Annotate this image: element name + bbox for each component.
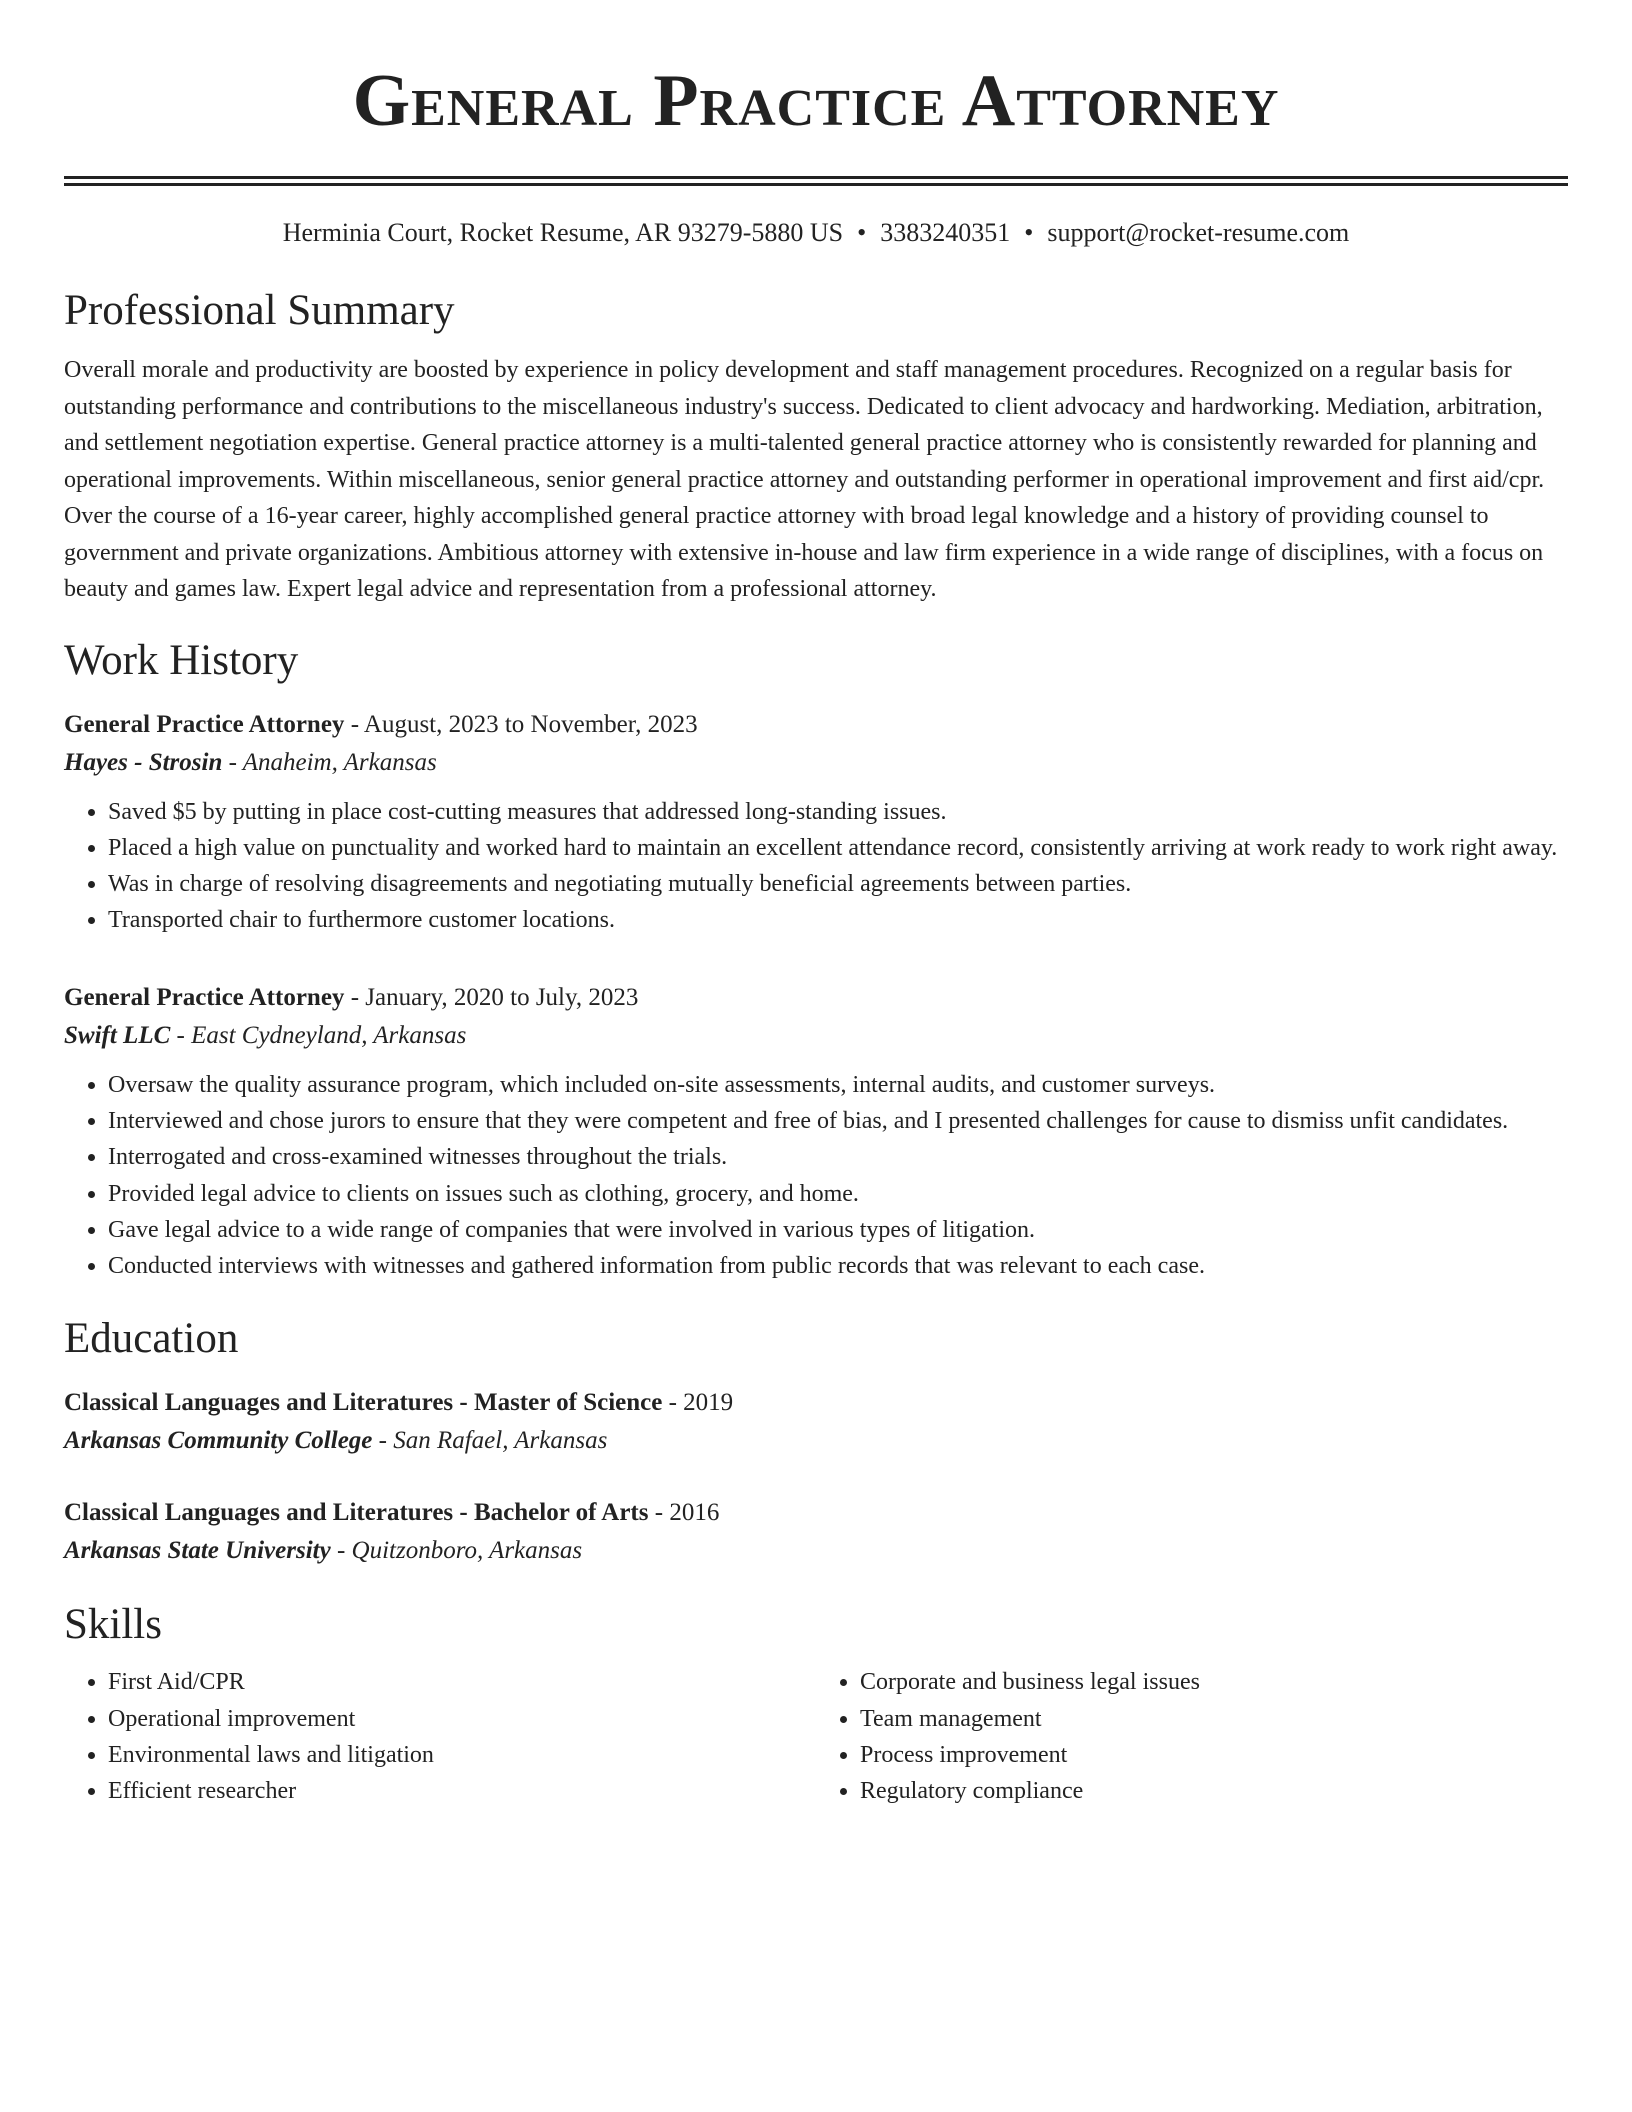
skill-item: • Corporate and business legal issues bbox=[860, 1664, 1568, 1700]
education-school-line bbox=[64, 1532, 1568, 1570]
skills-list-left bbox=[64, 1664, 816, 1809]
skill-item: • Team management bbox=[860, 1701, 1568, 1737]
skill-item: • Process improvement bbox=[860, 1737, 1568, 1773]
education-location: - Quitzonboro, Arkansas bbox=[330, 1537, 583, 1565]
skills-heading: Skills bbox=[64, 1601, 162, 1649]
skill-item: • Efficient researcher bbox=[108, 1773, 816, 1809]
job-bullet: • Provided legal advice to clients on issues such as clothing, grocery, and home. bbox=[108, 1176, 1568, 1212]
education-heading: Education bbox=[64, 1315, 239, 1363]
skills-list-right bbox=[816, 1664, 1568, 1809]
skill-item: • Regulatory compliance bbox=[860, 1773, 1568, 1809]
job-bullet: • Conducted interviews with witnesses and gathered information from public records that was relevant to each case. bbox=[108, 1248, 1568, 1284]
job-bullets bbox=[64, 1067, 1568, 1285]
skills-columns bbox=[64, 1664, 1568, 1809]
job-bullet: • Saved $5 by putting in place cost-cutting measures that addressed long-standing issues. bbox=[108, 794, 1568, 830]
skill-item: • First Aid/CPR bbox=[108, 1664, 816, 1700]
summary-text: Overall morale and productivity are boosted by experience in policy development and staff management procedures. Recognized on a regular basis for outstanding performance and contributions to the miscellaneous industry's success. Dedicated to client advocacy and hardworking. Mediation, arbitration, and settlement negotiation expertise. General practice attorney is a multi-talented general practice attorney who is consistently rewarded for planning and operational improvements. Within miscellaneous, senior general practice attorney and outstanding performer in operational improvement and first aid/cpr. Over the course of a 16-year career, highly accomplished general practice attorney with broad legal knowledge and a history of providing counsel to government and private organizations. Ambitious attorney with extensive in-house and law firm experience in a wide range of disciplines, with a focus on beauty and games law. Expert legal advice and representation from a professional attorney. bbox=[64, 357, 1545, 602]
skill-item: • Environmental laws and litigation bbox=[108, 1737, 816, 1773]
job-location: - Anaheim, Arkansas bbox=[222, 748, 437, 776]
job-entry bbox=[64, 706, 1568, 939]
job-company: Swift LLC bbox=[64, 1021, 171, 1049]
education-entry bbox=[64, 1494, 1568, 1570]
job-role: General Practice Attorney bbox=[64, 710, 345, 738]
job-entry bbox=[64, 979, 1568, 1285]
education-school: Arkansas Community College bbox=[64, 1427, 373, 1455]
header-double-rule bbox=[64, 176, 1568, 186]
job-title-line bbox=[64, 979, 1568, 1017]
job-company-line bbox=[64, 744, 1568, 782]
contact-address: Herminia Court, Rocket Resume, AR 93279-5880 US bbox=[282, 218, 844, 247]
job-bullet: • Gave legal advice to a wide range of companies that were involved in various types of litigation. bbox=[108, 1212, 1568, 1248]
contact-line bbox=[64, 216, 1568, 250]
resume-name: General Practice Attorney bbox=[352, 60, 1280, 142]
job-bullet: • Placed a high value on punctuality and worked hard to maintain an excellent attendance record, consistently arriving at work ready to work right away. bbox=[108, 830, 1568, 866]
job-bullet: • Interviewed and chose jurors to ensure that they were competent and free of bias, and I presented challenges for cause to dismiss unfit candidates. bbox=[108, 1103, 1568, 1139]
education-school-line bbox=[64, 1422, 1568, 1460]
education-year: - 2016 bbox=[648, 1499, 720, 1527]
job-bullet: • Interrogated and cross-examined witnesses throughout the trials. bbox=[108, 1139, 1568, 1175]
contact-separator: • bbox=[1024, 218, 1034, 247]
job-title-line bbox=[64, 706, 1568, 744]
job-dates: - August, 2023 to November, 2023 bbox=[344, 710, 698, 738]
education-degree: Classical Languages and Literatures - Master of Science bbox=[64, 1389, 663, 1417]
education-entry bbox=[64, 1384, 1568, 1460]
job-dates: - January, 2020 to July, 2023 bbox=[344, 983, 639, 1011]
summary-heading: Professional Summary bbox=[64, 287, 455, 334]
work-history-heading: Work History bbox=[64, 636, 299, 684]
education-degree: Classical Languages and Literatures - Bachelor of Arts bbox=[64, 1499, 649, 1527]
job-bullet: • Transported chair to furthermore customer locations. bbox=[108, 902, 1568, 938]
contact-separator: • bbox=[857, 218, 867, 247]
job-role: General Practice Attorney bbox=[64, 983, 345, 1011]
job-location: - East Cydneyland, Arkansas bbox=[170, 1021, 467, 1049]
education-location: - San Rafael, Arkansas bbox=[372, 1427, 608, 1455]
education-degree-line bbox=[64, 1494, 1568, 1532]
contact-email: support@rocket-resume.com bbox=[1047, 218, 1350, 247]
job-company-line bbox=[64, 1017, 1568, 1055]
contact-phone: 3383240351 bbox=[880, 218, 1011, 247]
job-bullet: • Was in charge of resolving disagreements and negotiating mutually beneficial agreements between parties. bbox=[108, 866, 1568, 902]
education-school: Arkansas State University bbox=[64, 1537, 331, 1565]
job-bullet: • Oversaw the quality assurance program, which included on-site assessments, internal audits, and customer surveys. bbox=[108, 1067, 1568, 1103]
job-bullets bbox=[64, 794, 1568, 939]
skill-item: • Operational improvement bbox=[108, 1701, 816, 1737]
job-company: Hayes - Strosin bbox=[64, 748, 223, 776]
education-degree-line bbox=[64, 1384, 1568, 1422]
education-year: - 2019 bbox=[662, 1389, 734, 1417]
